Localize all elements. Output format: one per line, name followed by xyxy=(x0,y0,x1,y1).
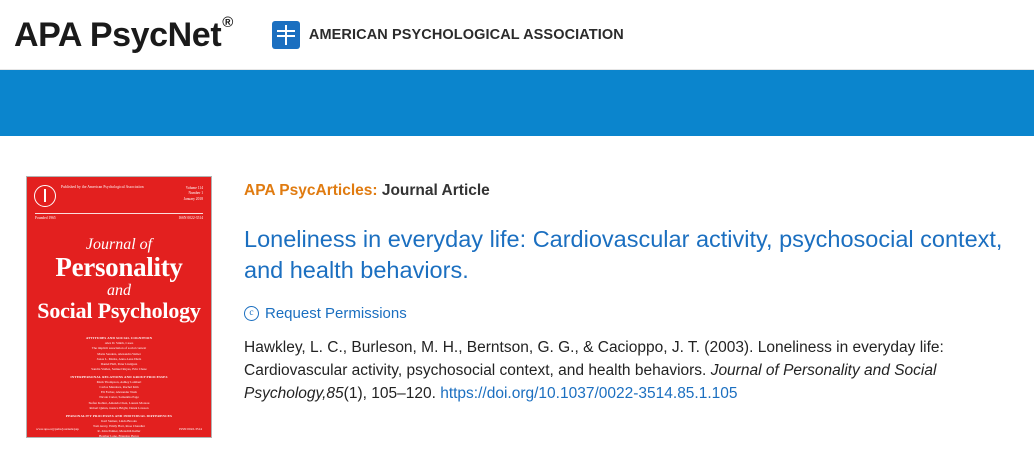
record-detail xyxy=(0,158,1034,454)
citation-doi-link[interactable]: https://doi.org/10.1037/0022-3514.85.1.105 xyxy=(440,385,738,402)
cover-contents-item: Karl Steiner, Linda Brooks xyxy=(101,418,137,423)
cover-date: January 2018 xyxy=(183,196,203,201)
record-title-link[interactable]: Loneliness in everyday life: Cardiovascular activity, psychosocial context, and health behaviors. xyxy=(244,226,1003,284)
cover-contents-list xyxy=(37,333,201,454)
cover-volume: Volume 114 xyxy=(185,186,203,190)
cover-contents-item: Tom Avery, Emily Hart, Rose Chandler xyxy=(93,423,145,428)
citation-journal: Journal of Personality and Social Psychology, xyxy=(244,361,937,402)
journal-cover-thumbnail[interactable] xyxy=(26,176,212,454)
request-permissions-label: Request Permissions xyxy=(265,304,407,322)
database-label: APA PsycArticles: xyxy=(244,182,378,199)
content-gap xyxy=(0,136,1034,158)
cover-title-line2: Personality xyxy=(55,252,183,283)
apa-seal-icon xyxy=(34,185,56,207)
cover-contents-item: R. John Palmer, Meredith Keller xyxy=(97,429,141,434)
cover-founded-row xyxy=(27,216,211,220)
cover-contents-item: Daniel Hall, Peter Lindgren xyxy=(100,361,138,366)
cover-contents-item: Owen Webb, Michelle Saunders xyxy=(97,439,141,444)
citation-article-title: Loneliness in everyday life: Cardiovascular activity, psychosocial context, and health behaviors. xyxy=(244,338,944,379)
citation-text xyxy=(244,336,1014,406)
citation-issue-pages: (1), 105–120. xyxy=(343,385,436,402)
cover-title-line4: Social Psychology xyxy=(37,298,201,324)
cover-contents-item: Eli Farber, Alexander Nash xyxy=(101,390,137,395)
cover-section-heading: INTERPERSONAL RELATIONS AND GROUP PROCESSES xyxy=(70,375,168,379)
cover-divider xyxy=(35,213,203,214)
cover-contents-item: Jonas L. Marks, Anna-Lena Dietz xyxy=(96,356,142,361)
cover-contents-item: Megan Ward, Kenneth Park xyxy=(100,449,138,454)
site-header xyxy=(0,0,1034,70)
cover-title xyxy=(27,236,211,323)
cover-contents-item: Jason Liu, Natalie Reed, Christopher Moss xyxy=(90,444,148,449)
cover-contents-item: Nicole Carter, Samantha Page xyxy=(99,395,139,400)
registered-trademark-symbol: ® xyxy=(222,14,233,32)
apa-square-logo-icon xyxy=(272,21,300,49)
cover-title-line1: Journal of xyxy=(85,235,153,253)
cover-contents-item: Alex D. Smith, Cases xyxy=(104,341,134,346)
record-info xyxy=(218,176,1014,438)
cover-contents-item: The implicit association of social context xyxy=(91,346,147,351)
cover-section-heading: PERSONALITY PROCESSES AND INDIVIDUAL DIFFERENCES xyxy=(65,413,173,418)
cover-column xyxy=(26,176,218,454)
cover-volume-info xyxy=(184,186,203,202)
cover-contents-item: Mark Thompson, Ashley Lambert xyxy=(96,380,142,385)
site-logo-text: APA PsycNet xyxy=(14,15,222,54)
content-type-label: Journal Article xyxy=(381,182,490,199)
cover-contents-item: Maria Sanders, Alexandra Weber xyxy=(97,351,141,356)
site-logo[interactable] xyxy=(14,14,233,54)
cover-contents-item: Robert Quinn, Jessica Bright, Derek Lawson xyxy=(89,405,149,410)
request-permissions-link[interactable] xyxy=(244,305,1014,322)
record-kicker xyxy=(244,182,1014,200)
cover-title-line3: and xyxy=(107,282,131,300)
primary-nav-band xyxy=(0,70,1034,136)
cover-publisher: Published by the American Psychological Association xyxy=(61,185,144,189)
cover-contents-item: Stefan Kohler, Amanda Chen, Lauren Moreau xyxy=(88,400,150,405)
copyright-icon: c xyxy=(244,306,259,321)
cover-section-heading: ATTITUDES AND SOCIAL COGNITION xyxy=(85,336,153,341)
cover-contents-item: Carlos Mendoza, Rachel Kim xyxy=(99,385,139,390)
cover-footer-right: ISSN 0022-3514 xyxy=(179,427,202,431)
cover-issn: ISSN 0022-3514 xyxy=(178,215,203,220)
apa-association-label: AMERICAN PSYCHOLOGICAL ASSOCIATION xyxy=(308,26,624,43)
cover-contents-item: Sandra Valdez, Samuel Reyes, Erin Chase xyxy=(91,366,147,371)
citation-authors-year: Hawkley, L. C., Burleson, M. H., Berntson, G. G., & Cacioppo, J. T. (2003). xyxy=(244,338,754,356)
cover-contents-item: Heather Lane, Brandon Pierce xyxy=(99,434,139,439)
cover-number: Number 1 xyxy=(188,191,203,196)
cover-founded: Founded 1965 xyxy=(35,215,56,220)
cover-footer xyxy=(27,427,211,431)
apa-association-logo[interactable] xyxy=(272,21,624,49)
citation-volume: 85 xyxy=(326,385,344,402)
cover-website: www.apa.org/pubs/journals/psp xyxy=(36,427,79,431)
